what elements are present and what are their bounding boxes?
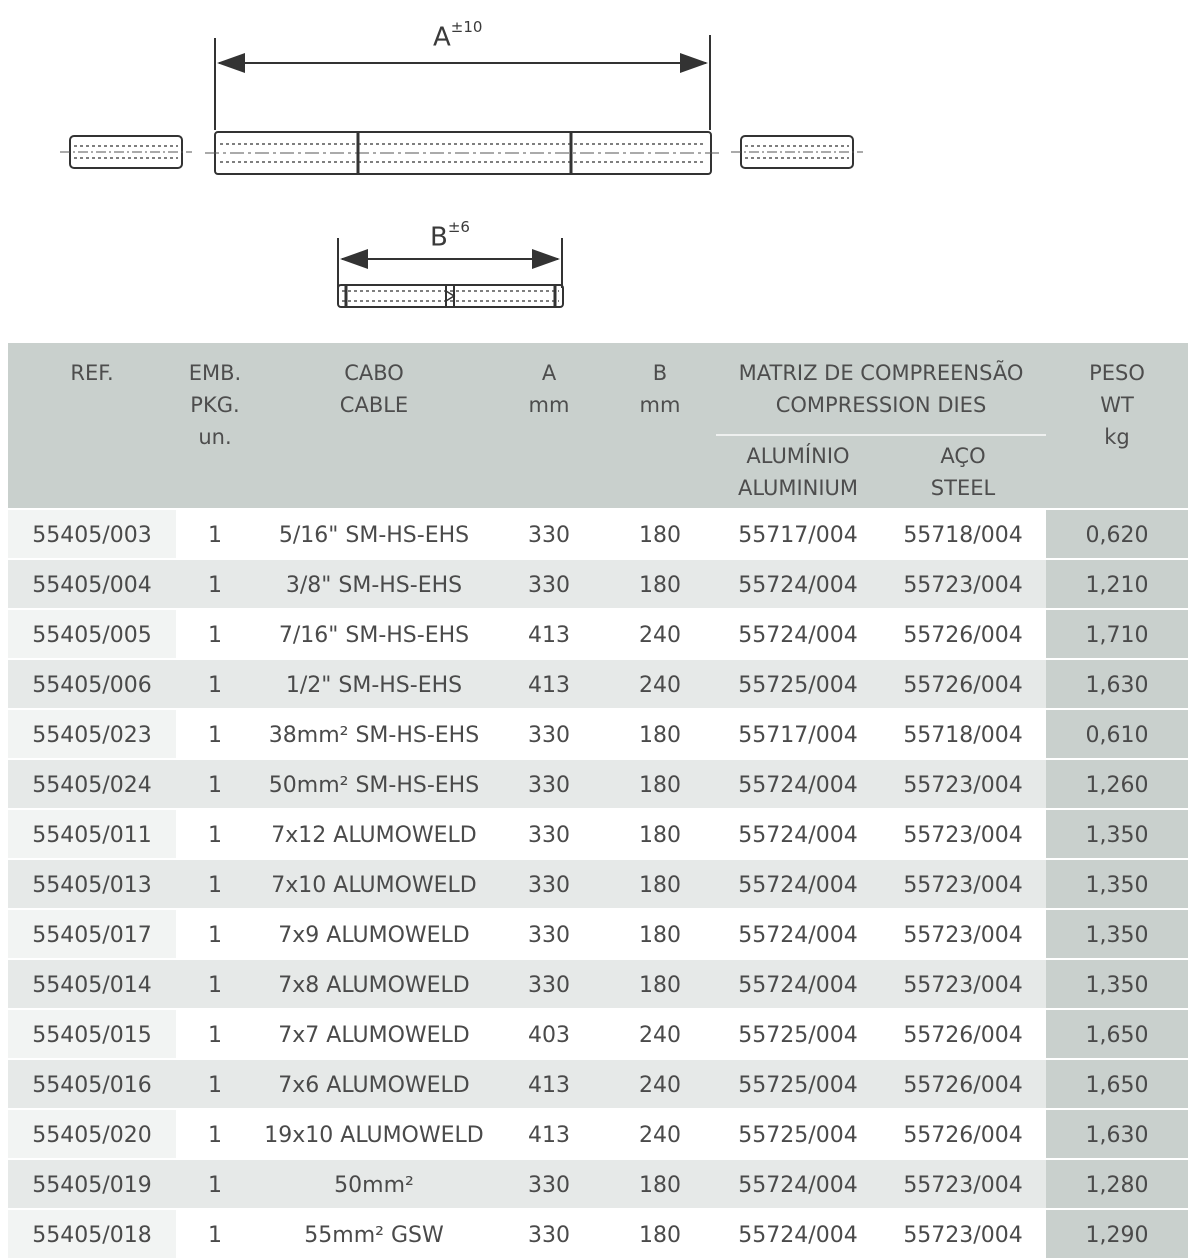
cell-b: 180 <box>604 509 716 559</box>
cell-pkg: 1 <box>176 759 254 809</box>
cell-steel: 55723/004 <box>880 959 1046 1009</box>
cell-cable: 50mm² SM-HS-EHS <box>254 759 494 809</box>
cell-steel: 55723/004 <box>880 859 1046 909</box>
cell-wt: 1,260 <box>1046 759 1188 809</box>
cell-cable: 3/8" SM-HS-EHS <box>254 559 494 609</box>
cell-pkg: 1 <box>176 909 254 959</box>
cell-ref: 55405/003 <box>8 509 176 559</box>
header-a: A mm <box>494 343 604 509</box>
cell-a: 330 <box>494 1159 604 1209</box>
cell-steel: 55718/004 <box>880 709 1046 759</box>
cell-a: 330 <box>494 809 604 859</box>
cell-wt: 1,350 <box>1046 909 1188 959</box>
cell-cable: 38mm² SM-HS-EHS <box>254 709 494 759</box>
cell-a: 330 <box>494 509 604 559</box>
cell-b: 180 <box>604 709 716 759</box>
cell-wt: 1,350 <box>1046 859 1188 909</box>
cell-wt: 1,630 <box>1046 1109 1188 1159</box>
cell-cable: 5/16" SM-HS-EHS <box>254 509 494 559</box>
table-row <box>8 559 1188 609</box>
cell-a: 330 <box>494 959 604 1009</box>
cell-pkg: 1 <box>176 509 254 559</box>
cell-steel: 55726/004 <box>880 609 1046 659</box>
cell-wt: 1,710 <box>1046 609 1188 659</box>
cell-steel: 55726/004 <box>880 1059 1046 1109</box>
cell-b: 240 <box>604 659 716 709</box>
cell-ref: 55405/013 <box>8 859 176 909</box>
cell-wt: 1,290 <box>1046 1209 1188 1258</box>
cell-pkg: 1 <box>176 709 254 759</box>
specification-table <box>8 343 1188 1258</box>
cell-a: 403 <box>494 1009 604 1059</box>
technical-drawing <box>0 0 1200 330</box>
cell-cable: 19x10 ALUMOWELD <box>254 1109 494 1159</box>
cell-pkg: 1 <box>176 859 254 909</box>
cell-cable: 50mm² <box>254 1159 494 1209</box>
cell-alu: 55724/004 <box>716 559 880 609</box>
cell-b: 180 <box>604 559 716 609</box>
dim-b-label: $B^{\pm 6}$ <box>430 218 470 253</box>
cell-ref: 55405/024 <box>8 759 176 809</box>
cell-cable: 7x8 ALUMOWELD <box>254 959 494 1009</box>
cell-pkg: 1 <box>176 559 254 609</box>
cell-alu: 55725/004 <box>716 659 880 709</box>
cell-a: 330 <box>494 709 604 759</box>
cell-pkg: 1 <box>176 609 254 659</box>
table-row <box>8 909 1188 959</box>
cell-pkg: 1 <box>176 1059 254 1109</box>
cell-b: 240 <box>604 1109 716 1159</box>
cell-ref: 55405/019 <box>8 1159 176 1209</box>
cell-b: 180 <box>604 959 716 1009</box>
header-pkg: EMB. PKG. un. <box>176 343 254 509</box>
cell-ref: 55405/017 <box>8 909 176 959</box>
cell-a: 330 <box>494 759 604 809</box>
cell-b: 240 <box>604 609 716 659</box>
cell-b: 180 <box>604 809 716 859</box>
cell-alu: 55725/004 <box>716 1109 880 1159</box>
dim-a-label: $A^{\pm 10}$ <box>433 18 483 53</box>
main-sleeve <box>205 132 721 174</box>
cell-a: 330 <box>494 859 604 909</box>
cell-alu: 55724/004 <box>716 959 880 1009</box>
cell-wt: 1,630 <box>1046 659 1188 709</box>
cell-ref: 55405/005 <box>8 609 176 659</box>
table-row <box>8 1009 1188 1059</box>
table-row <box>8 659 1188 709</box>
cell-pkg: 1 <box>176 809 254 859</box>
cell-alu: 55724/004 <box>716 859 880 909</box>
cell-alu: 55724/004 <box>716 809 880 859</box>
cell-a: 413 <box>494 659 604 709</box>
cell-steel: 55723/004 <box>880 809 1046 859</box>
cell-steel: 55723/004 <box>880 759 1046 809</box>
cell-ref: 55405/023 <box>8 709 176 759</box>
cell-steel: 55723/004 <box>880 1209 1046 1258</box>
table-row <box>8 809 1188 859</box>
cell-a: 330 <box>494 559 604 609</box>
dim-b-tolerance: ±6 <box>447 218 470 236</box>
cell-wt: 0,610 <box>1046 709 1188 759</box>
table-row <box>8 859 1188 909</box>
cell-cable: 1/2" SM-HS-EHS <box>254 659 494 709</box>
cell-alu: 55717/004 <box>716 509 880 559</box>
left-end-piece <box>60 136 192 168</box>
cell-cable: 7x10 ALUMOWELD <box>254 859 494 909</box>
cell-b: 180 <box>604 1159 716 1209</box>
short-sleeve <box>338 285 563 307</box>
header-ref: REF. <box>8 343 176 509</box>
table-row <box>8 1059 1188 1109</box>
cell-alu: 55724/004 <box>716 609 880 659</box>
cell-pkg: 1 <box>176 1159 254 1209</box>
cell-steel: 55726/004 <box>880 1109 1046 1159</box>
cell-steel: 55718/004 <box>880 509 1046 559</box>
right-end-piece <box>731 136 863 168</box>
cell-ref: 55405/018 <box>8 1209 176 1258</box>
table-row <box>8 1159 1188 1209</box>
cell-a: 413 <box>494 609 604 659</box>
cell-b: 180 <box>604 859 716 909</box>
cell-b: 240 <box>604 1059 716 1109</box>
cell-cable: 7/16" SM-HS-EHS <box>254 609 494 659</box>
cell-cable: 7x6 ALUMOWELD <box>254 1059 494 1109</box>
cell-wt: 1,650 <box>1046 1009 1188 1059</box>
cell-steel: 55726/004 <box>880 659 1046 709</box>
cell-wt: 1,350 <box>1046 959 1188 1009</box>
cell-steel: 55726/004 <box>880 1009 1046 1059</box>
cell-pkg: 1 <box>176 959 254 1009</box>
cell-ref: 55405/006 <box>8 659 176 709</box>
cell-steel: 55723/004 <box>880 559 1046 609</box>
cell-steel: 55723/004 <box>880 1159 1046 1209</box>
cell-ref: 55405/016 <box>8 1059 176 1109</box>
cell-ref: 55405/011 <box>8 809 176 859</box>
cell-alu: 55724/004 <box>716 759 880 809</box>
cell-wt: 0,620 <box>1046 509 1188 559</box>
table-row <box>8 609 1188 659</box>
header-weight: PESO WT kg <box>1046 343 1188 509</box>
header-b: B mm <box>604 343 716 509</box>
cell-cable: 7x9 ALUMOWELD <box>254 909 494 959</box>
cell-b: 240 <box>604 1009 716 1059</box>
cell-b: 180 <box>604 909 716 959</box>
cell-ref: 55405/004 <box>8 559 176 609</box>
cell-cable: 7x7 ALUMOWELD <box>254 1009 494 1059</box>
cell-wt: 1,650 <box>1046 1059 1188 1109</box>
cell-wt: 1,280 <box>1046 1159 1188 1209</box>
dim-a-tolerance: ±10 <box>450 18 483 36</box>
cell-a: 413 <box>494 1059 604 1109</box>
table-row <box>8 959 1188 1009</box>
cell-cable: 55mm² GSW <box>254 1209 494 1258</box>
cell-alu: 55717/004 <box>716 709 880 759</box>
header-steel: AÇO STEEL <box>880 435 1046 509</box>
cell-steel: 55723/004 <box>880 909 1046 959</box>
cell-pkg: 1 <box>176 1209 254 1258</box>
cell-a: 413 <box>494 1109 604 1159</box>
cell-b: 180 <box>604 1209 716 1258</box>
cell-alu: 55725/004 <box>716 1059 880 1109</box>
cell-pkg: 1 <box>176 659 254 709</box>
table-row <box>8 509 1188 559</box>
cell-b: 180 <box>604 759 716 809</box>
cell-a: 330 <box>494 1209 604 1258</box>
cell-ref: 55405/015 <box>8 1009 176 1059</box>
table-row <box>8 709 1188 759</box>
header-aluminium: ALUMÍNIO ALUMINIUM <box>716 435 880 509</box>
cell-alu: 55724/004 <box>716 909 880 959</box>
cell-alu: 55724/004 <box>716 1159 880 1209</box>
cell-alu: 55724/004 <box>716 1209 880 1258</box>
cell-alu: 55725/004 <box>716 1009 880 1059</box>
cell-a: 330 <box>494 909 604 959</box>
sleeve-drawing-svg <box>0 0 1200 330</box>
cell-ref: 55405/020 <box>8 1109 176 1159</box>
cell-wt: 1,350 <box>1046 809 1188 859</box>
table-row <box>8 1209 1188 1258</box>
cell-cable: 7x12 ALUMOWELD <box>254 809 494 859</box>
cell-pkg: 1 <box>176 1109 254 1159</box>
cell-ref: 55405/014 <box>8 959 176 1009</box>
header-cable: CABO CABLE <box>254 343 494 509</box>
cell-wt: 1,210 <box>1046 559 1188 609</box>
table-row <box>8 1109 1188 1159</box>
cell-pkg: 1 <box>176 1009 254 1059</box>
table-row <box>8 759 1188 809</box>
header-compression-dies: MATRIZ DE COMPREENSÃO COMPRESSION DIES <box>716 343 1046 435</box>
